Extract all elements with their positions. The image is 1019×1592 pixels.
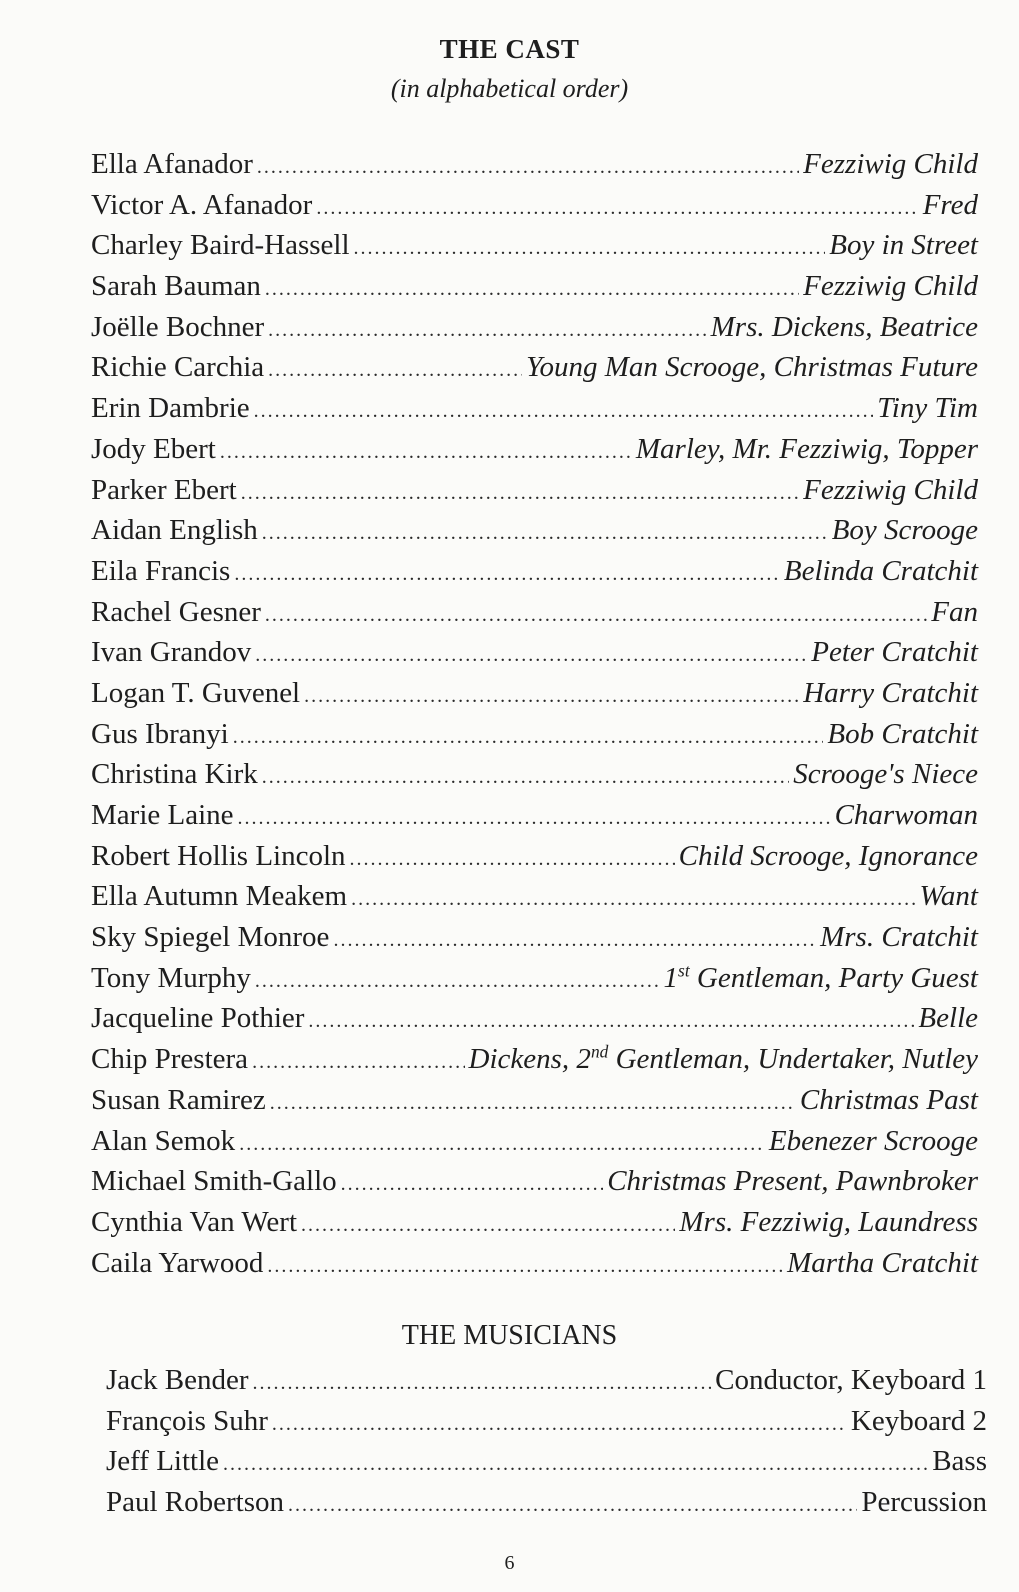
cast-row: [91, 1043, 978, 1084]
cast-role: Fezziwig Child: [803, 473, 978, 506]
cast-row: [91, 677, 978, 718]
leader-dots: [255, 644, 807, 667]
cast-row: [91, 311, 978, 352]
leader-dots: [254, 400, 874, 423]
cast-name: Ella Autumn Meakem: [91, 880, 348, 913]
leader-dots: [239, 1133, 765, 1156]
leader-dots: [233, 726, 824, 749]
cast-row: [91, 229, 978, 270]
cast-name: Susan Ramirez: [91, 1083, 266, 1116]
leader-dots: [267, 1255, 783, 1278]
cast-role: Marley, Mr. Fezziwig, Topper: [635, 432, 978, 465]
cast-name: Robert Hollis Lincoln: [91, 839, 346, 872]
leader-dots: [351, 888, 915, 911]
cast-name: Joëlle Bochner: [91, 310, 265, 343]
cast-role: Belinda Cratchit: [783, 554, 978, 587]
cast-row: [91, 474, 978, 515]
cast-row: [91, 1002, 978, 1043]
cast-name: Erin Dambrie: [91, 392, 250, 425]
cast-row: [91, 799, 978, 840]
cast-row: [91, 596, 978, 637]
musician-role: Bass: [932, 1445, 987, 1477]
cast-name: Sky Spiegel Monroe: [91, 921, 330, 954]
cast-row: [91, 840, 978, 881]
leader-dots: [223, 1453, 928, 1476]
cast-row: [91, 1206, 978, 1247]
leader-dots: [234, 563, 780, 586]
cast-row: [91, 880, 978, 921]
cast-role: Belle: [918, 1002, 978, 1035]
leader-dots: [238, 807, 831, 830]
cast-role: Young Man Scrooge, Christmas Future: [526, 351, 978, 384]
cast-name: Caila Yarwood: [91, 1246, 264, 1279]
cast-row: [91, 1125, 978, 1166]
leader-dots: [288, 1494, 857, 1517]
leader-dots: [241, 482, 799, 505]
cast-name: Victor A. Afanador: [91, 188, 313, 221]
leader-dots: [265, 278, 799, 301]
musician-role: Conductor, Keyboard 1: [715, 1364, 987, 1396]
cast-role: Fan: [931, 595, 978, 628]
cast-role: Fezziwig Child: [803, 148, 978, 180]
cast-name: Ivan Grandov: [91, 636, 252, 669]
cast-role: Dickens, 2nd Gentleman, Undertaker, Nutley: [468, 1041, 978, 1076]
cast-name: Aidan English: [91, 514, 258, 547]
cast-name: Jody Ebert: [91, 432, 216, 465]
cast-role: Mrs. Cratchit: [820, 921, 978, 954]
cast-name: Gus Ibranyi: [91, 717, 229, 750]
cast-name: Marie Laine: [91, 799, 234, 831]
cast-role: Boy in Street: [829, 229, 978, 262]
cast-name: Chip Prestera: [91, 1043, 249, 1076]
leader-dots: [270, 1092, 796, 1115]
cast-role: Fred: [922, 188, 978, 221]
cast-row: [91, 758, 978, 799]
cast-row: [91, 1084, 978, 1125]
musician-row: [106, 1445, 987, 1486]
cast-role: Bob Cratchit: [827, 717, 978, 750]
cast-list: [91, 148, 978, 1287]
musician-role: Percussion: [861, 1485, 987, 1518]
cast-name: Christina Kirk: [91, 758, 258, 791]
cast-row: [91, 351, 978, 392]
cast-role: Ebenezer Scrooge: [768, 1124, 978, 1157]
leader-dots: [265, 604, 927, 627]
musician-name: Jeff Little: [106, 1445, 220, 1477]
musician-row: [106, 1405, 987, 1446]
leader-dots: [304, 685, 799, 708]
cast-row: [91, 555, 978, 596]
cast-role: Want: [919, 880, 978, 913]
cast-row: [91, 962, 978, 1003]
cast-name: Ella Afanador: [91, 148, 253, 180]
cast-name: Charley Baird-Hassell: [91, 229, 350, 262]
musician-row: [106, 1364, 987, 1405]
leader-dots: [301, 1214, 675, 1237]
cast-name: Parker Ebert: [91, 473, 237, 506]
leader-dots: [262, 766, 790, 789]
cast-row: [91, 392, 978, 433]
cast-name: Rachel Gesner: [91, 595, 261, 628]
cast-row: [91, 1247, 978, 1288]
cast-row: [91, 1165, 978, 1206]
leader-dots: [268, 319, 707, 342]
cast-role: Child Scrooge, Ignorance: [678, 839, 978, 872]
musicians-heading: THE MUSICIANS: [401, 1320, 618, 1351]
cast-role: Christmas Present, Pawnbroker: [607, 1165, 978, 1198]
cast-name: Richie Carchia: [91, 351, 265, 384]
cast-role: Scrooge's Niece: [793, 758, 978, 791]
musician-row: [106, 1486, 987, 1527]
cast-role: Charwoman: [834, 799, 978, 831]
leader-dots: [253, 1372, 712, 1395]
cast-name: Logan T. Guvenel: [91, 676, 301, 709]
cast-name: Jacqueline Pothier: [91, 1002, 305, 1035]
musician-name: Jack Bender: [106, 1364, 249, 1396]
cast-name: Alan Semok: [91, 1124, 236, 1157]
leader-dots: [268, 359, 522, 382]
cast-row: [91, 636, 978, 677]
cast-role: Martha Cratchit: [787, 1246, 978, 1279]
leader-dots: [354, 237, 826, 260]
cast-subheading: (in alphabetical order): [390, 74, 629, 103]
cast-role: Peter Cratchit: [811, 636, 978, 669]
musician-role: Keyboard 2: [850, 1404, 987, 1437]
leader-dots: [350, 848, 675, 871]
cast-row: [91, 921, 978, 962]
cast-role: Harry Cratchit: [803, 676, 978, 709]
cast-name: Sarah Bauman: [91, 270, 261, 303]
leader-dots: [220, 441, 632, 464]
leader-dots: [341, 1173, 604, 1196]
cast-role: 1st Gentleman, Party Guest: [663, 960, 978, 994]
musician-list: [106, 1364, 987, 1526]
cast-row: [91, 270, 978, 311]
leader-dots: [255, 970, 660, 993]
cast-row: [91, 148, 978, 189]
cast-role: Tiny Tim: [877, 392, 978, 425]
cast-role: Boy Scrooge: [831, 514, 978, 547]
musician-name: Paul Robertson: [106, 1485, 285, 1518]
leader-dots: [333, 929, 816, 952]
cast-role: Christmas Past: [799, 1083, 978, 1116]
leader-dots: [308, 1010, 914, 1033]
cast-role: Mrs. Dickens, Beatrice: [710, 310, 978, 343]
cast-row: [91, 189, 978, 230]
cast-role: Fezziwig Child: [803, 270, 978, 303]
cast-row: [91, 514, 978, 555]
leader-dots: [257, 156, 799, 179]
cast-role: Mrs. Fezziwig, Laundress: [679, 1205, 978, 1238]
leader-dots: [272, 1413, 847, 1436]
cast-name: Cynthia Van Wert: [91, 1205, 298, 1238]
cast-name: Tony Murphy: [91, 961, 251, 994]
cast-row: [91, 718, 978, 759]
cast-name: Michael Smith-Gallo: [91, 1165, 337, 1198]
cast-heading: THE CAST: [439, 34, 580, 64]
page-number: 6: [504, 1552, 515, 1574]
musician-name: François Suhr: [106, 1404, 268, 1437]
cast-row: [91, 433, 978, 474]
cast-name: Eila Francis: [91, 554, 231, 587]
leader-dots: [316, 197, 918, 220]
leader-dots: [262, 522, 828, 545]
leader-dots: [252, 1051, 464, 1074]
